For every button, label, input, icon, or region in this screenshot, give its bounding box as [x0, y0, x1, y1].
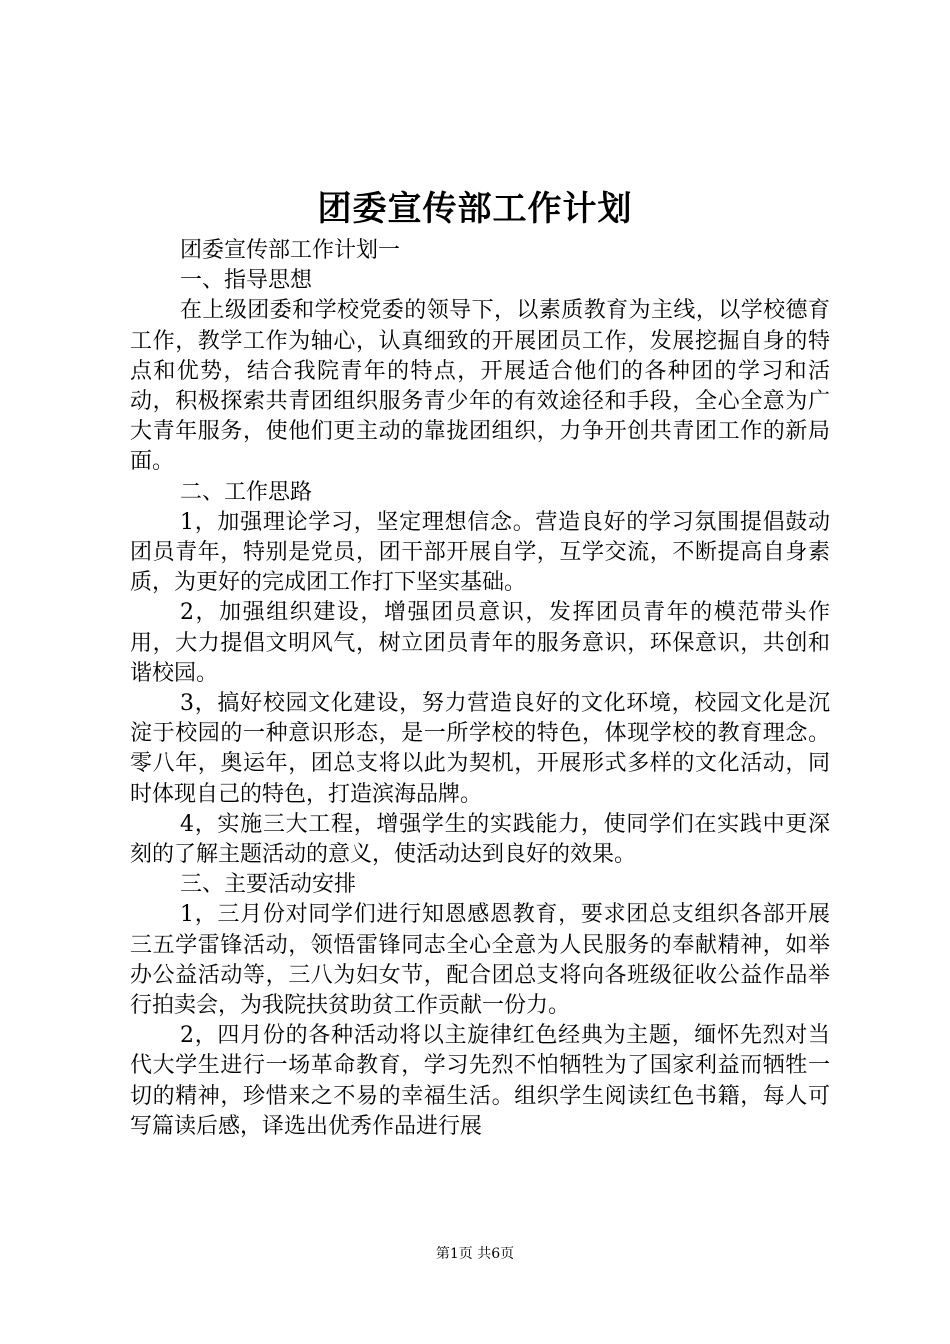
section-heading: 二、工作思路	[180, 479, 313, 505]
document-title: 团委宣传部工作计划	[317, 189, 633, 229]
section-heading: 三、主要活动安排	[180, 872, 357, 898]
body-paragraph: 2，加强组织建设，增强团员意识，发挥团员青年的模范带头作用，大力提倡文明风气，树立团员青年的服务意识，环保意识，共创和谐校园。	[130, 600, 830, 686]
section-heading: 一、指导思想	[180, 268, 313, 294]
section-heading: 团委宣传部工作计划一	[180, 238, 401, 263]
body-paragraph: 3，搞好校园文化建设，努力营造良好的文化环境，校园文化是沉淀于校园的一种意识形态，是一所学校的特色，体现学校的教育理念。零八年，奥运年，团总支将以此为契机，开展形式多样的文化活动，同时体现自己的特色，打造滨海品牌。	[130, 691, 830, 807]
page-footer: 第1页 共6页	[435, 1246, 515, 1262]
body-paragraph: 4，实施三大工程，增强学生的实践能力，使同学们在实践中更深刻的了解主题活动的意义，使活动达到良好的效果。	[130, 811, 830, 868]
body-paragraph: 1，三月份对同学们进行知恩感恩教育，要求团总支组织各部开展三五学雷锋活动，领悟雷锋同志全心全意为人民服务的奉献精神，如举办公益活动等，三八为妇女节，配合团总支将向各班级征收公益作品举行拍卖会，为我院扶贫助贫工作贡献一份力。	[130, 902, 830, 1019]
document-body	[130, 236, 830, 1142]
body-paragraph: 在上级团委和学校党委的领导下，以素质教育为主线，以学校德育工作，教学工作为轴心，认真细致的开展团员工作，发展挖掘自身的特点和优势，结合我院青年的特点，开展适合他们的各种团的学习和活动，积极探索共青团组织服务青少年的有效途径和手段，全心全意为广大青年服务，使他们更主动的靠拢团组织，力争开创共青团工作的新局面。	[130, 298, 830, 475]
body-paragraph: 2，四月份的各种活动将以主旋律红色经典为主题，缅怀先烈对当代大学生进行一场革命教育，学习先烈不怕牺牲为了国家利益而牺牲一切的精神，珍惜来之不易的幸福生活。组织学生阅读红色书籍，每人可写篇读后感，译选出优秀作品进行展	[130, 1023, 830, 1139]
body-paragraph: 1，加强理论学习，坚定理想信念。营造良好的学习氛围提倡鼓动团员青年，特别是党员，团干部开展自学，互学交流，不断提高自身素质，为更好的完成团工作打下坚实基础。	[130, 509, 830, 596]
